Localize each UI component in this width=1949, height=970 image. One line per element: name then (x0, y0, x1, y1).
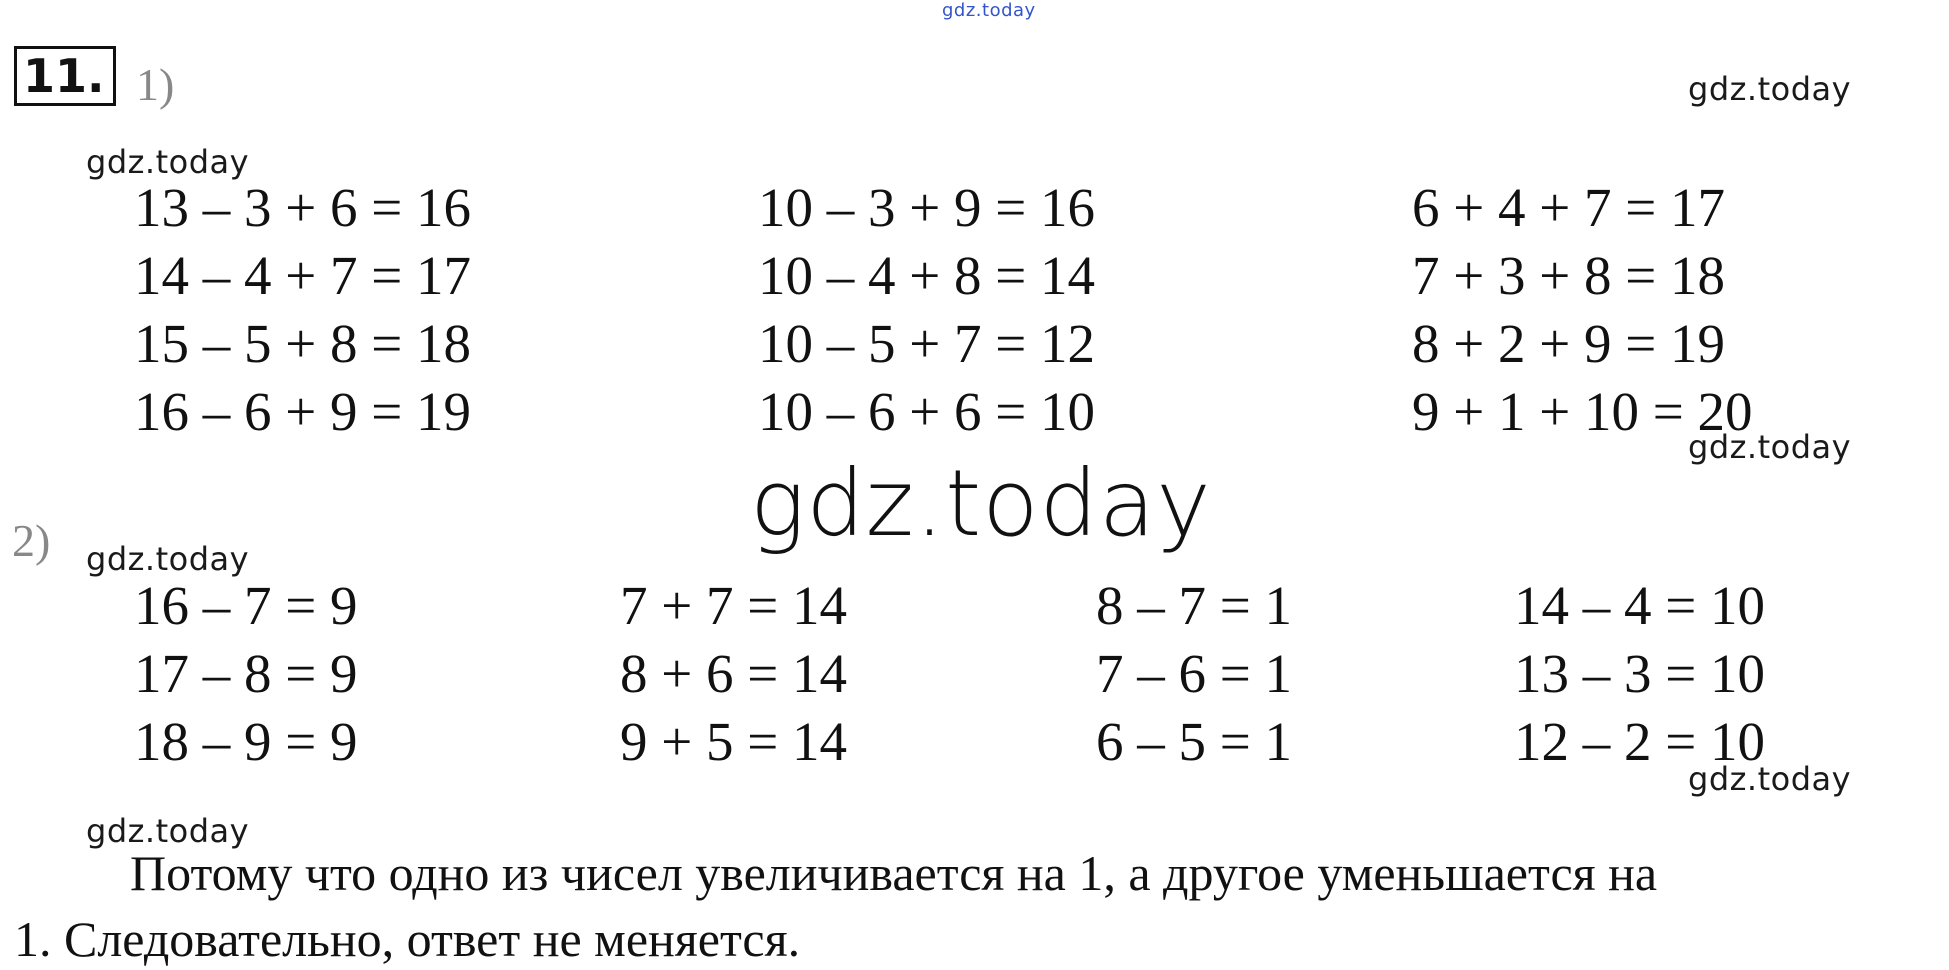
equation: 6 – 5 = 1 (1096, 711, 1293, 772)
equation: 15 – 5 + 8 = 18 (134, 313, 472, 374)
equation: 13 – 3 = 10 (1514, 643, 1766, 704)
watermark-part2-left: gdz.today (86, 540, 250, 578)
equation: 8 + 2 + 9 = 19 (1412, 313, 1726, 374)
watermark-bottom-left: gdz.today (86, 812, 250, 850)
equation: 6 + 4 + 7 = 17 (1412, 177, 1726, 238)
equation: 17 – 8 = 9 (134, 643, 358, 704)
equation: 8 + 6 = 14 (620, 643, 848, 704)
equation: 7 – 6 = 1 (1096, 643, 1293, 704)
equation: 14 – 4 = 10 (1514, 575, 1766, 636)
watermark-top: gdz.today (942, 0, 1036, 21)
equation: 10 – 3 + 9 = 16 (758, 177, 1096, 238)
watermark-part1-left: gdz.today (86, 143, 250, 181)
equation: 9 + 5 = 14 (620, 711, 848, 772)
equation: 10 – 6 + 6 = 10 (758, 381, 1096, 442)
explanation-line-2: 1. Следовательно, ответ не меняется. (14, 911, 801, 967)
equation: 16 – 6 + 9 = 19 (134, 381, 472, 442)
part2-label: 2) (12, 515, 51, 566)
equation: 10 – 4 + 8 = 14 (758, 245, 1096, 306)
explanation-line-1: Потому что одно из чисел увеличивается на 1, а другое уменьшается на (130, 845, 1658, 901)
equation: 7 + 3 + 8 = 18 (1412, 245, 1726, 306)
watermark-mid-right: gdz.today (1688, 428, 1852, 466)
part1-label: 1) (136, 59, 175, 110)
equation: 13 – 3 + 6 = 16 (134, 177, 472, 238)
watermark-center: gdz.today (750, 450, 1212, 557)
equation: 16 – 7 = 9 (134, 575, 358, 636)
watermark-top-right: gdz.today (1688, 70, 1852, 108)
equation: 12 – 2 = 10 (1514, 711, 1766, 772)
task-number: 11. (23, 49, 105, 103)
equation: 18 – 9 = 9 (134, 711, 358, 772)
equation: 8 – 7 = 1 (1096, 575, 1293, 636)
equation: 7 + 7 = 14 (620, 575, 848, 636)
equation: 10 – 5 + 7 = 12 (758, 313, 1096, 374)
watermark-lower-right: gdz.today (1688, 760, 1852, 798)
equation: 9 + 1 + 10 = 20 (1412, 381, 1753, 442)
equation: 14 – 4 + 7 = 17 (134, 245, 472, 306)
task-number-box (14, 46, 116, 106)
